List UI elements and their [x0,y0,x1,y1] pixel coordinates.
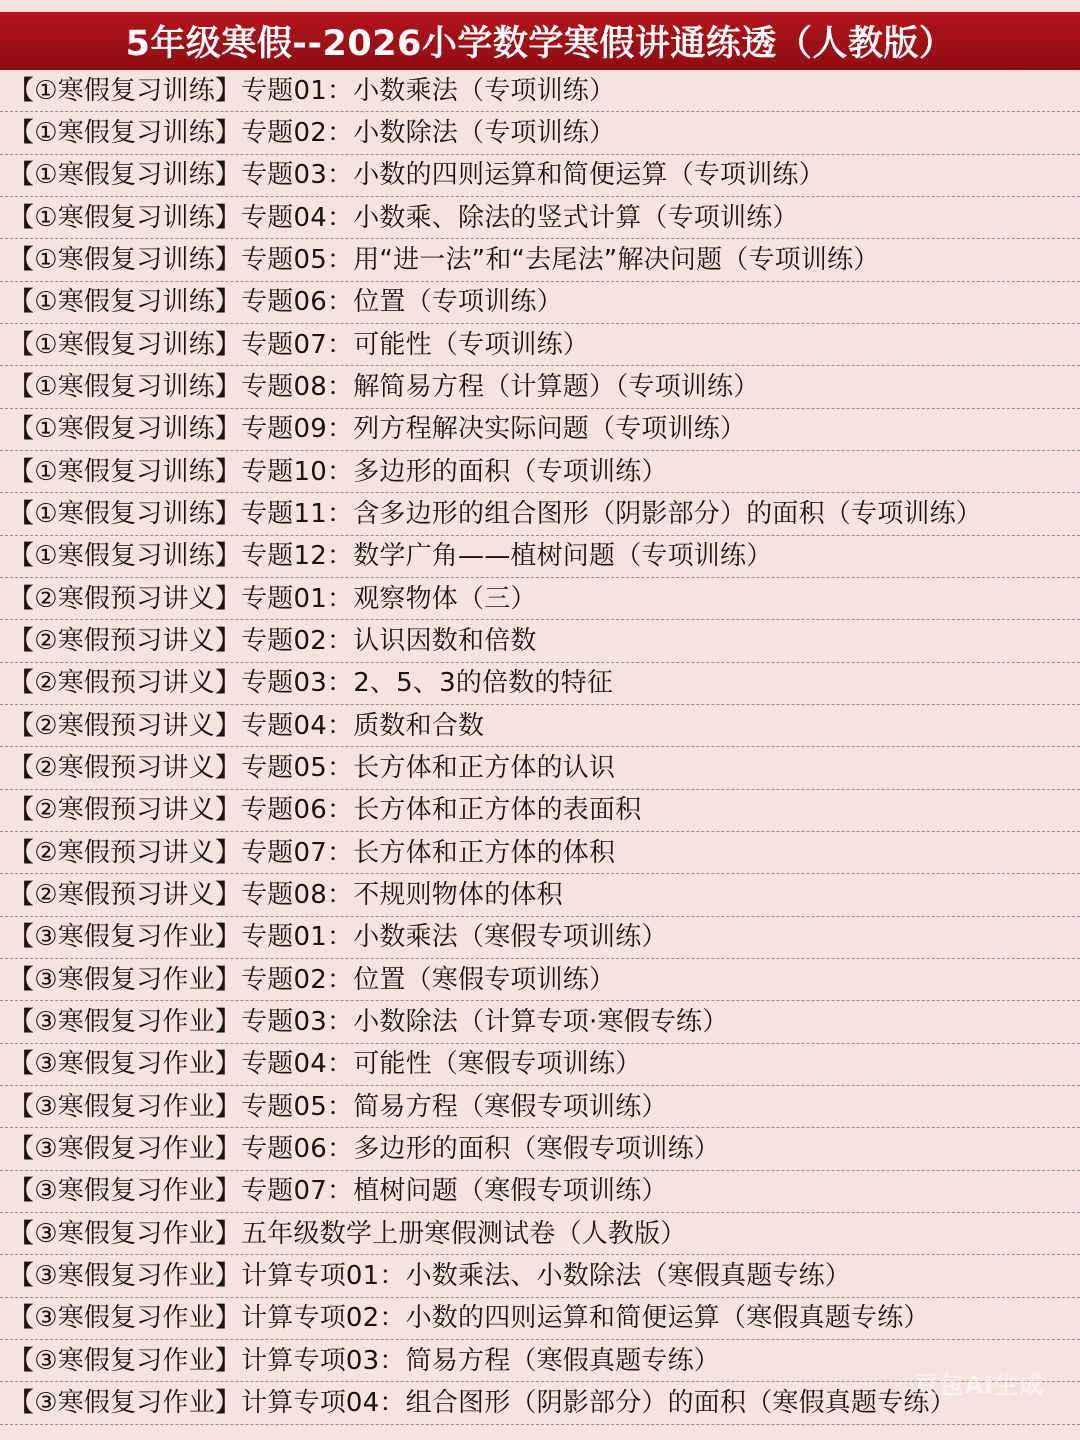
list-item-text: 【①寒假复习训练】专题04：小数乘、除法的竖式计算（专项训练） [8,202,799,233]
list-item-text: 【②寒假预习讲义】专题04：质数和合数 [8,710,485,741]
page-title: 5年级寒假--2026小学数学寒假讲通练透（人教版） [125,24,955,64]
list-item [0,155,1080,197]
list-item [0,324,1080,366]
list-item-text: 【②寒假预习讲义】专题07：长方体和正方体的体积 [8,837,616,868]
list-item-text: 【③寒假复习作业】专题06：多边形的面积（寒假专项训练） [8,1133,720,1164]
list-item-text: 【③寒假复习作业】专题01：小数乘法（寒假专项训练） [8,922,668,953]
list-item [0,409,1080,451]
list-item-text: 【③寒假复习作业】计算专项04：组合图形（阴影部分）的面积（寒假真题专练） [8,1387,956,1418]
list-item-text: 【②寒假预习讲义】专题01：观察物体（三） [8,583,537,614]
list-item-text: 【①寒假复习训练】专题06：位置（专项训练） [8,287,563,318]
watermark: 豆包AI生成 [914,1371,1044,1399]
list-item [0,705,1080,747]
list-item-text: 【①寒假复习训练】专题09：列方程解决实际问题（专项训练） [8,414,747,445]
list-item [0,451,1080,493]
list-item [0,1298,1080,1340]
list-item-text: 【②寒假预习讲义】专题03：2、5、3的倍数的特征 [8,668,614,699]
list-item-text: 【③寒假复习作业】计算专项01：小数乘法、小数除法（寒假真题专练） [8,1260,851,1291]
list-item-text: 【①寒假复习训练】专题01：小数乘法（专项训练） [8,75,616,106]
list-item [0,112,1080,154]
list-item [0,917,1080,959]
list-item [0,790,1080,832]
list-item-text: 【①寒假复习训练】专题07：可能性（专项训练） [8,329,589,360]
list-item-text: 【①寒假复习训练】专题08：解简易方程（计算题）（专项训练） [8,371,760,402]
list-item [0,747,1080,789]
list-item-text: 【③寒假复习作业】专题07：植树问题（寒假专项训练） [8,1176,668,1207]
list-item-text: 【③寒假复习作业】专题05：简易方程（寒假专项训练） [8,1091,668,1122]
list-item [0,536,1080,578]
list-item-text: 【①寒假复习训练】专题12：数学广角——植树问题（专项训练） [8,541,773,572]
list-item [0,620,1080,662]
list-item-text: 【②寒假预习讲义】专题08：不规则物体的体积 [8,879,563,910]
list-item-text: 【①寒假复习训练】专题11：含多边形的组合图形（阴影部分）的面积（专项训练） [8,498,982,529]
list-item-text: 【①寒假复习训练】专题02：小数除法（专项训练） [8,117,616,148]
list-item [0,197,1080,239]
list-item [0,1086,1080,1128]
list-item-text: 【③寒假复习作业】计算专项03：简易方程（寒假真题专练） [8,1345,720,1376]
list-item-text: 【③寒假复习作业】专题04：可能性（寒假专项训练） [8,1049,642,1080]
list-item [0,282,1080,324]
list-item [0,70,1080,112]
list-item [0,1213,1080,1255]
list-item-text: 【③寒假复习作业】专题02：位置（寒假专项训练） [8,964,616,995]
list-item [0,959,1080,1001]
list-item [0,366,1080,408]
list-item-text: 【②寒假预习讲义】专题06：长方体和正方体的表面积 [8,795,642,826]
title-banner [0,12,1080,70]
list-item [0,874,1080,916]
list-item-text: 【③寒假复习作业】五年级数学上册寒假测试卷（人教版） [8,1218,687,1249]
list-item-text: 【③寒假复习作业】计算专项02：小数的四则运算和简便运算（寒假真题专练） [8,1303,930,1334]
list-item [0,832,1080,874]
list-item [0,1340,1080,1382]
list-item [0,1171,1080,1213]
list-item [0,1255,1080,1297]
list-item-text: 【③寒假复习作业】专题03：小数除法（计算专项·寒假专练） [8,1006,729,1037]
list-item-text: 【①寒假复习训练】专题05：用“进一法”和“去尾法”解决问题（专项训练） [8,244,880,275]
list-item [0,1044,1080,1086]
list-item [0,1128,1080,1170]
list-item-text: 【②寒假预习讲义】专题02：认识因数和倍数 [8,625,537,656]
list-item [0,239,1080,281]
list-item [0,1001,1080,1043]
list-item-text: 【①寒假复习训练】专题03：小数的四则运算和简便运算（专项训练） [8,160,825,191]
list-item [0,1382,1080,1424]
topic-list [0,70,1080,1425]
list-item-text: 【①寒假复习训练】专题10：多边形的面积（专项训练） [8,456,668,487]
list-item [0,578,1080,620]
list-item-text: 【②寒假预习讲义】专题05：长方体和正方体的认识 [8,752,616,783]
list-item [0,663,1080,705]
list-item [0,493,1080,535]
